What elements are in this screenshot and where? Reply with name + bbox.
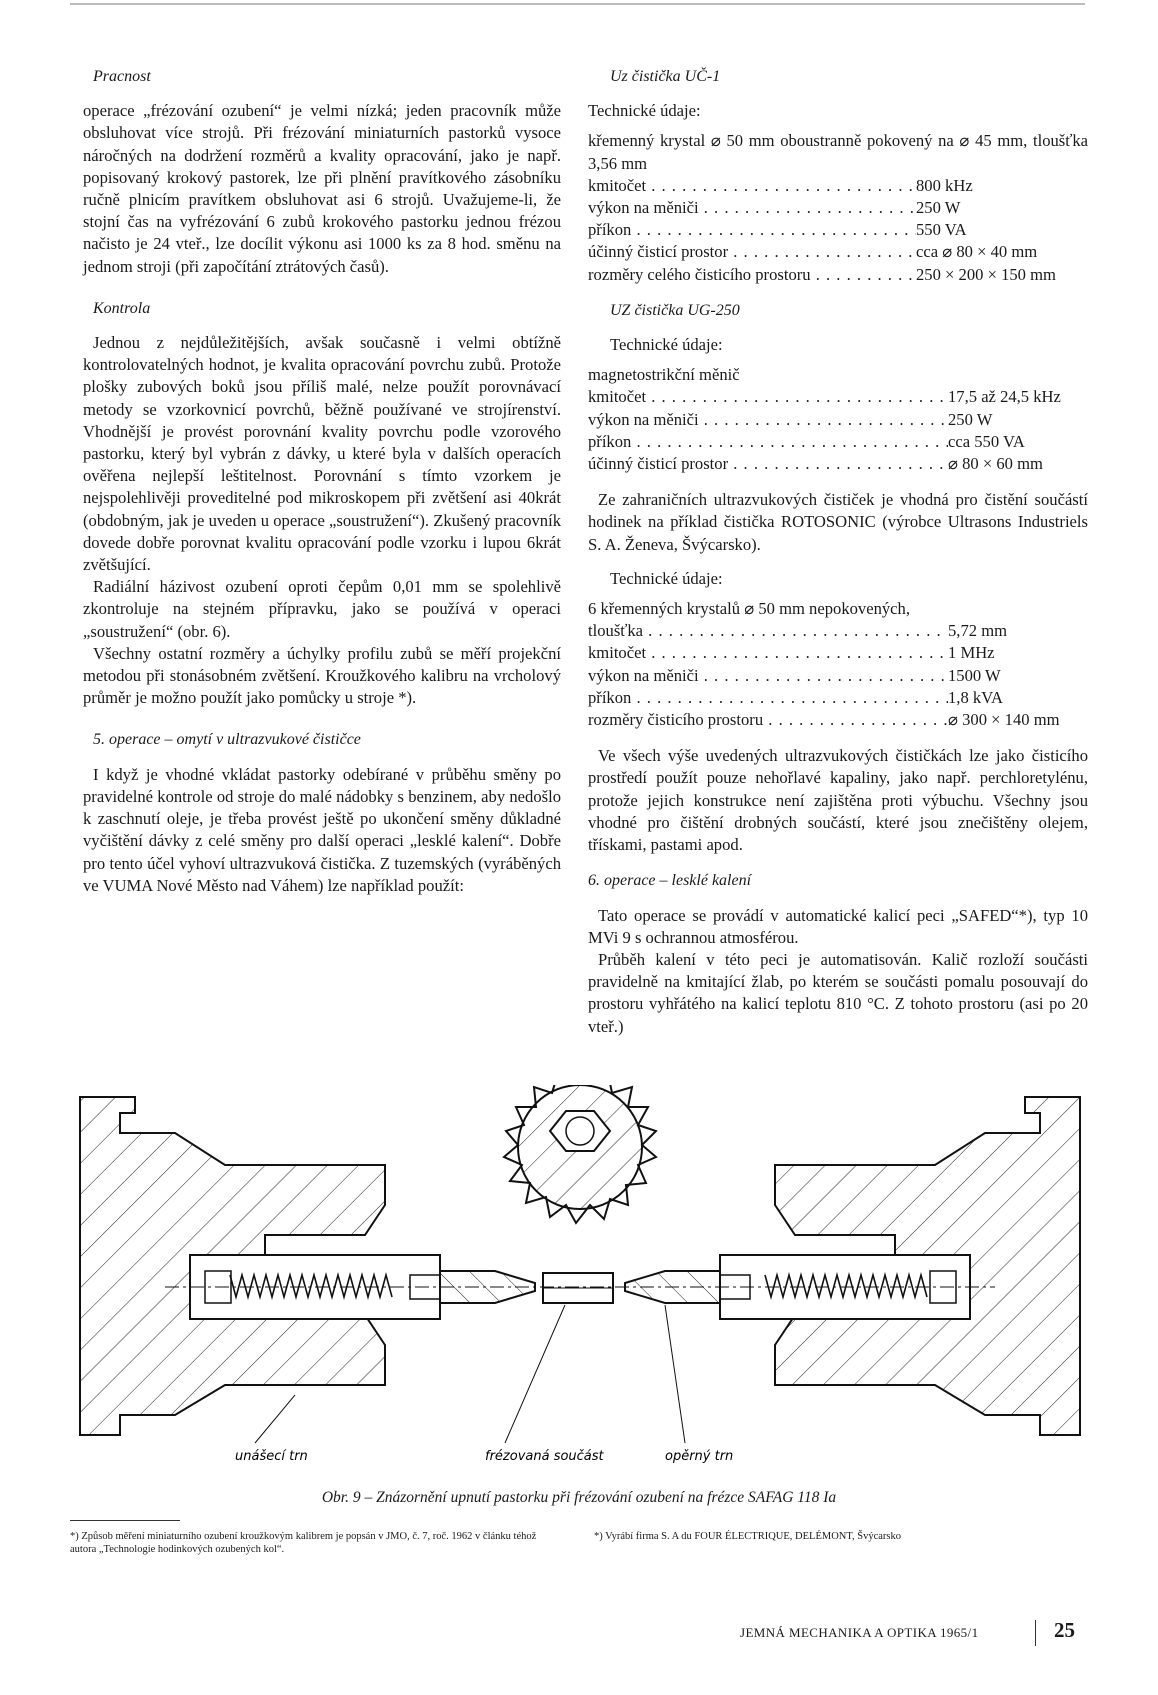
label-workpiece: frézovaná součást [485, 1449, 604, 1464]
right-column [588, 66, 1088, 1038]
footnote-right: *) Vyrábí firma S. A du FOUR ÉLECTRIQUE, DELÉMONT, Švýcarsko [594, 1531, 902, 1542]
technical-drawing [65, 1085, 1095, 1489]
tech-label-rotosonic: Technické údaje: [610, 568, 723, 588]
heading-operation-5: 5. operace – omytí v ultrazvukové čističce [93, 731, 361, 749]
top-rule [70, 3, 1085, 5]
paragraph-kontrola-1: Jednou z nejdůležitějších, avšak současně i velmi obtížně kontrolovatelných hodnot, je kvalita opracování povrchu zubů. Protože plošky zubových boků jsou příliš malé, nelze použít porovnávací metody se vzorkovnicí povrchů, běžně používané ve strojírenství. Vhodnější je provést porovnání kvality povrchu podle vzorového pastorku, který byl vybrán z dávky, u které byla v dalších operacích ověřena nejlepší leštitelnost. Porovnání s tímto vzorkem je nejspolehlivěji proveditelné pod mikroskopem při zvětšení asi 40krát (obdobným, jak je uveden u operace „soustružení“). Zkušený pracovník dovede dobře porovnat kvalitu opracování podle vzorku i lupou 6krát zvětšující. [83, 333, 561, 575]
paragraph-operation-6-2: Průběh kalení v této peci je automatisován. Kalič rozloží součásti pravidelně na kmitající žlab, po kterém se součásti pomalu posouvají do prostoru vyhřátého na kalicí teplotu 810 °C. Z tohoto prostoru (asi po 20 vteř.) [588, 949, 1088, 1036]
paragraph-pracnost: operace „frézování ozubení“ je velmi nízká; jeden pracovník může obsluhovat více strojů. Při frézování miniaturních pastorků vysoce náročných na dodržení rozměrů a kvality opracování, jako je např. popisovaný krokový pastorek, lze při plnění pravítkového zásobníku ručně plnicím pravítkem obsluhovat asi 6 strojů. Uvažujeme-li, že stojní čas na vyfrézování 6 zubů krokového pastorku jednou frézou načisto je 24 vteř., lze docílit výkonu asi 1000 ks za 8 hod. směnu na jednom stroji (při započítání ztrátových časů). [83, 101, 561, 276]
label-support-arbor: opěrný trn [665, 1449, 734, 1464]
footer-divider [1035, 1620, 1036, 1646]
heading-kontrola: Kontrola [93, 299, 151, 317]
ug250-intro: magnetostrikční měnič [588, 365, 740, 385]
figure-9-drawing [65, 1085, 1095, 1489]
footnote-rule [70, 1520, 180, 1521]
uc1-intro: křemenný krystal ⌀ 50 mm oboustranně pokovený na ⌀ 45 mm, tloušťka 3,56 mm [588, 131, 1088, 173]
left-column [83, 66, 561, 897]
heading-uc1: Uz čistička UČ-1 [610, 68, 721, 85]
heading-ug250: UZ čistička UG-250 [610, 301, 740, 319]
spec-row: tloušťka . . . 5,72 mm [588, 620, 1088, 642]
ug250-spec-list [588, 386, 1088, 475]
paragraph-kontrola-3: Všechny ostatní rozměry a úchylky profilu zubů se měří projekční metodou při stonásobném zvětšení. Kroužkového kalibru na vrcholový průměr je možno použít jako pomůcky u stroje *). [83, 643, 561, 708]
spec-row: rozměry celého čisticího prostoru . . . 250 × 200 × 150 mm [588, 264, 1088, 286]
paragraph-rotosonic: Ze zahraničních ultrazvukových čističek je vhodná pro čistění součástí hodinek na příklad čistička ROTOSONIC (výrobce Ultrasons Industriels S. A. Ženeva, Švýcarsko). [588, 490, 1088, 554]
tech-label-uc1: Technické údaje: [588, 101, 701, 121]
spec-row: výkon na měniči . . . 1500 W [588, 665, 1088, 687]
spec-row: kmitočet . . . 1 MHz [588, 642, 1088, 664]
spec-row: kmitočet . . . 17,5 až 24,5 kHz [588, 386, 1088, 408]
journal-footer: JEMNÁ MECHANIKA A OPTIKA 1965/1 [740, 1625, 979, 1640]
rotosonic-spec-list [588, 620, 1088, 731]
spec-row: příkon . . . cca 550 VA [588, 431, 1088, 453]
spec-row: příkon . . . 1,8 kVA [588, 687, 1088, 709]
footnote-left: *) Způsob měření miniaturního ozubení kroužkovým kalibrem je popsán v JMO, č. 7, roč. 1962 v článku téhož autora „Technologie hodinkových ozubených kol“. [70, 1531, 537, 1555]
milling-cutter [504, 1085, 656, 1223]
spec-row: výkon na měniči . . . 250 W [588, 409, 1088, 431]
paragraph-operation-6-1: Tato operace se provádí v automatické kalicí peci „SAFED“*), typ 10 MVi 9 s ochrannou atmosférou. [588, 905, 1088, 947]
heading-pracnost: Pracnost [93, 68, 151, 85]
spec-row: příkon . . . 550 VA [588, 219, 1088, 241]
paragraph-operation-5: I když je vhodné vkládat pastorky odebírané v průběhu směny po pravidelné kontrole od stroje do malé nádobky s benzinem, aby nedošlo k zaschnutí oleje, je třeba provést ještě po ukončení směny důkladné vyčištění dávky z celé směny pro další operaci „lesklé kalení“. Dobře pro tento účel vyhoví ultrazvuková čistička. Z tuzemských (vyráběných ve VUMA Nové Město nad Váhem) lze například použít: [83, 764, 561, 895]
rotosonic-intro: 6 křemenných krystalů ⌀ 50 mm nepokovených, [588, 599, 910, 619]
figure-caption: Obr. 9 – Znázornění upnutí pastorku při frézování ozubení na frézce SAFAG 118 Ia [321, 1489, 837, 1506]
spec-row: výkon na měniči . . . 250 W [588, 197, 1088, 219]
uc1-spec-list [588, 175, 1088, 286]
page-number: 25 [1054, 1618, 1075, 1642]
paragraph-kontrola-2: Radiální házivost ozubení oproti čepům 0,01 mm se spolehlivě zkontroluje na stejném přípravku, jako se používá v operaci „soustružení“ (obr. 6). [83, 577, 561, 641]
spec-row: účinný čisticí prostor . . . cca ⌀ 80 × 40 mm [588, 241, 1088, 263]
spec-row: kmitočet . . . 800 kHz [588, 175, 1088, 197]
tech-label-ug250: Technické údaje: [610, 335, 723, 355]
spec-row: účinný čisticí prostor . . . ⌀ 80 × 60 mm [588, 453, 1088, 475]
paragraph-vsech: Ve všech výše uvedených ultrazvukových čističkách lze jako čisticího prostředí použít pouze nehořlavé kapaliny, jako např. perchloretylénu, protože jejich konstrukce není zajištěna proti výbuchu. Všechny jsou vhodné pro čištění drobných součástí, které jsou znečištěny olejem, třískami, pastami apod. [588, 746, 1088, 855]
spec-row: rozměry čisticího prostoru . . . ⌀ 300 × 140 mm [588, 709, 1088, 731]
label-driving-arbor: unášecí trn [235, 1449, 308, 1464]
heading-operation-6: 6. operace – lesklé kalení [588, 872, 752, 890]
